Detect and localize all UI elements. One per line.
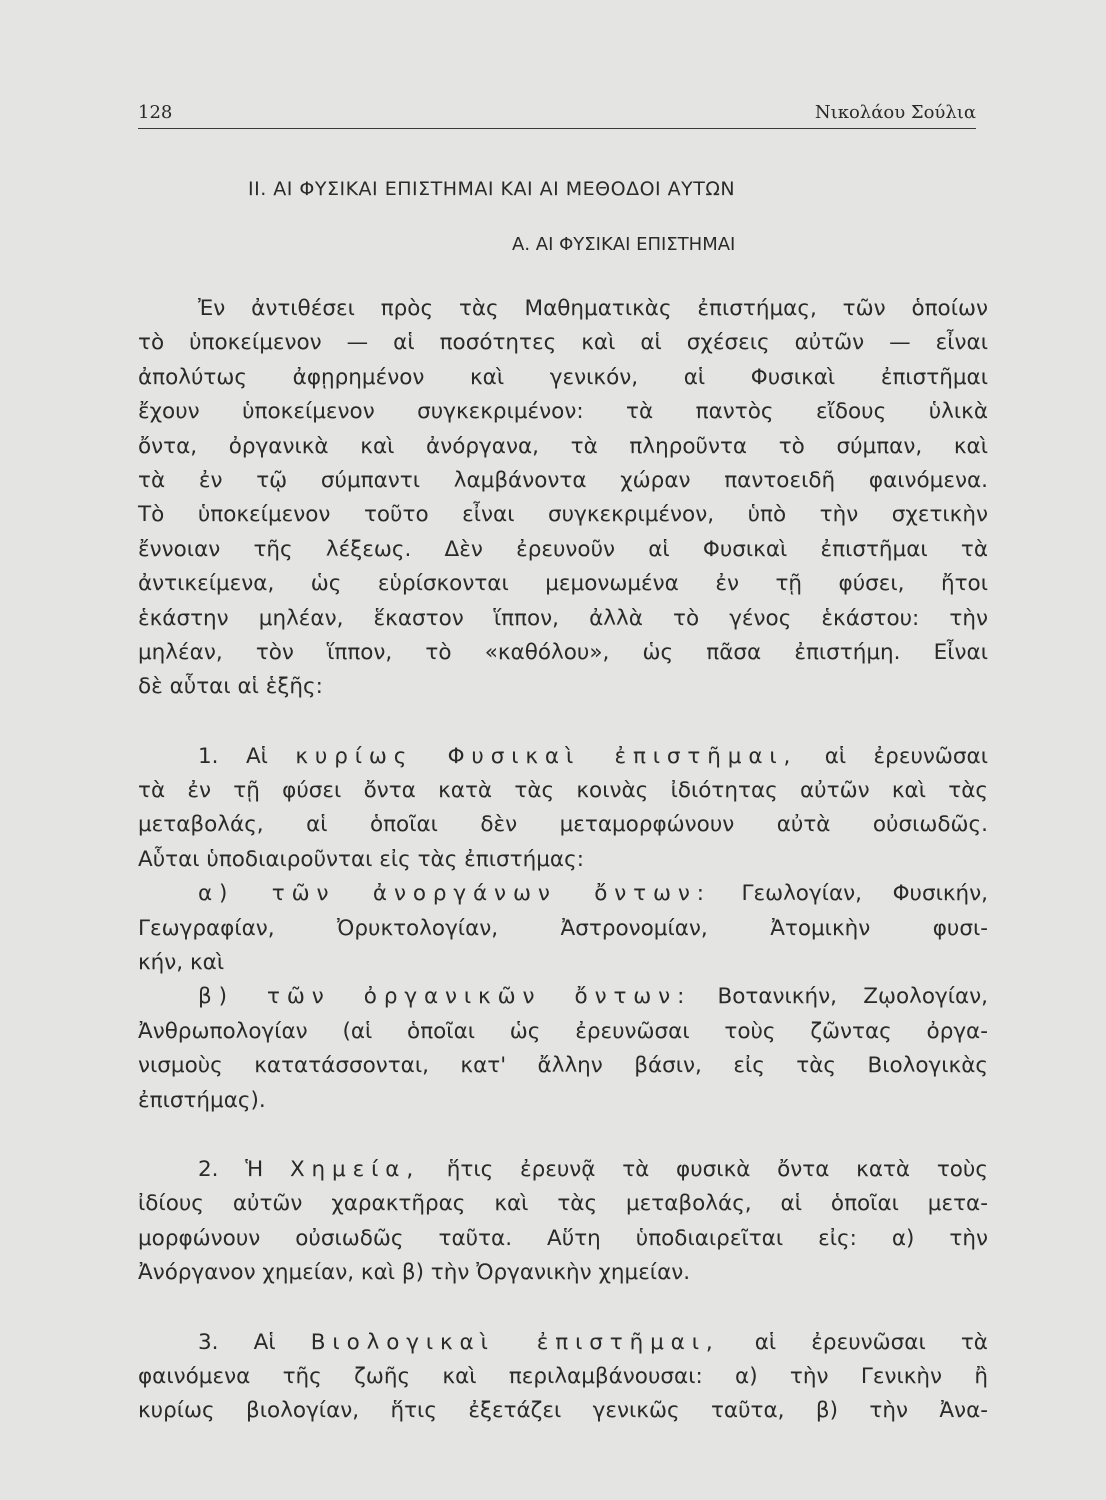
text-line: Ἀνθρωπολογίαν (αἱ ὁποῖαι ὡς ἐρευνῶσαι τοὺς ζῶντας ὀργα-: [138, 1018, 988, 1044]
text-line: ἀπολύτως ἀφῃρημένον καὶ γενικόν, αἱ Φυσικαὶ ἐπιστῆμαι: [138, 364, 988, 390]
subsection-title: Α. ΑΙ ΦΥΣΙΚΑΙ ΕΠΙΣΤΗΜΑΙ: [512, 234, 736, 255]
text-line: φαινόμενα τῆς ζωῆς καὶ περιλαμβάνουσαι: α) τὴν Γενικὴν ἢ: [138, 1363, 988, 1389]
text-line: ἑκάστην μηλέαν, ἕκαστον ἵππον, ἀλλὰ τὸ γένος ἑκάστου: τὴν: [138, 605, 988, 631]
body-text: [138, 292, 988, 1429]
item-1-heading: 1. Αἱ κυρίως Φυσικαὶ ἐπιστῆμαι, αἱ ἐρευνῶσαι: [198, 743, 988, 769]
text-line: Τὸ ὑποκείμενον τοῦτο εἶναι συγκεκριμένον, ὑπὸ τὴν σχετικὴν: [138, 502, 988, 528]
page-header: [138, 100, 976, 129]
text-line: ἔχουν ὑποκείμενον συγκεκριμένον: τὰ παντὸς εἴδους ὑλικὰ: [138, 399, 988, 425]
item-3-heading: 3. Αἱ Βιολογικαὶ ἐπιστῆμαι, αἱ ἐρευνῶσαι τὰ: [198, 1329, 988, 1355]
text-line: Ἀνόργανον χημείαν, καὶ β) τὴν Ὀργανικὴν χημείαν.: [138, 1260, 691, 1286]
page-number: 128: [138, 102, 173, 123]
spaced-term: β) τῶν ὀργανικῶν ὄντων:: [198, 984, 692, 1010]
text-line: νισμοὺς κατατάσσονται, κατ' ἄλλην βάσιν, εἰς τὰς Βιολογικὰς: [138, 1053, 988, 1079]
text-line: τὰ ἐν τῇ φύσει ὄντα κατὰ τὰς κοινὰς ἰδιότητας αὐτῶν καὶ τὰς: [138, 778, 988, 804]
sub-item-a: α) τῶν ἀνοργάνων ὄντων: Γεωλογίαν, Φυσικήν,: [198, 881, 988, 907]
spaced-term: κυρίως Φυσικαὶ ἐπιστῆμαι,: [295, 743, 798, 769]
running-head: Νικολάου Σούλια: [814, 102, 976, 123]
section-title: ΙΙ. ΑΙ ΦΥΣΙΚΑΙ ΕΠΙΣΤΗΜΑΙ ΚΑΙ ΑΙ ΜΕΘΟΔΟΙ ΑΥΤΩΝ: [248, 178, 736, 200]
text-line: μεταβολάς, αἱ ὁποῖαι δὲν μεταμορφώνουν αὐτὰ οὐσιωδῶς.: [138, 812, 988, 838]
sub-item-b: β) τῶν ὀργανικῶν ὄντων: Βοτανικήν, Ζῳολογίαν,: [198, 984, 989, 1010]
text-line: τὰ ἐν τῷ σύμπαντι λαμβάνοντα χώραν παντοειδῆ φαινόμενα.: [138, 467, 988, 493]
item-2-heading: 2. Ἡ Χημεία, ἥτις ἐρευνᾷ τὰ φυσικὰ ὄντα κατὰ τοὺς: [198, 1156, 988, 1182]
text-line: μηλέαν, τὸν ἵππον, τὸ «καθόλου», ὡς πᾶσα ἐπιστήμη. Εἶναι: [138, 639, 988, 665]
text-line: κυρίως βιολογίαν, ἥτις ἐξετάζει γενικῶς ταῦτα, β) τὴν Ἀνα-: [138, 1398, 988, 1424]
text-line: Γεωγραφίαν, Ὀρυκτολογίαν, Ἀστρονομίαν, Ἀτομικὴν φυσι-: [138, 915, 988, 941]
spaced-term: Χημεία,: [289, 1156, 421, 1182]
text-line: μορφώνουν οὐσιωδῶς ταῦτα. Αὕτη ὑποδιαιρεῖται εἰς: α) τὴν: [138, 1225, 988, 1251]
text-line: Αὗται ὑποδιαιροῦνται εἰς τὰς ἐπιστήμας:: [138, 846, 584, 872]
text-line: ὄντα, ὀργανικὰ καὶ ἀνόργανα, τὰ πληροῦντα τὸ σύμπαν, καὶ: [138, 433, 988, 459]
text-line: κήν, καὶ: [138, 950, 225, 976]
text-line: ἔννοιαν τῆς λέξεως. Δὲν ἐρευνοῦν αἱ Φυσικαὶ ἐπιστῆμαι τὰ: [138, 536, 988, 562]
text-line: δὲ αὗται αἱ ἑξῆς:: [138, 674, 323, 700]
text-line: τὸ ὑποκείμενον — αἱ ποσότητες καὶ αἱ σχέσεις αὐτῶν — εἶναι: [138, 330, 988, 356]
spaced-term: α) τῶν ἀνοργάνων ὄντων:: [198, 881, 711, 907]
text-line: Ἐν ἀντιθέσει πρὸς τὰς Μαθηματικὰς ἐπιστήμας, τῶν ὁποίων: [198, 296, 988, 321]
text-line: ἰδίους αὐτῶν χαρακτῆρας καὶ τὰς μεταβολάς, αἱ ὁποῖαι μετα-: [138, 1191, 988, 1217]
text-line: ἐπιστήμας).: [138, 1087, 266, 1113]
spaced-term: Βιολογικαὶ ἐπιστῆμαι,: [310, 1329, 720, 1355]
text-line: ἀντικείμενα, ὡς εὑρίσκονται μεμονωμένα ἐν τῇ φύσει, ἤτοι: [138, 571, 988, 597]
